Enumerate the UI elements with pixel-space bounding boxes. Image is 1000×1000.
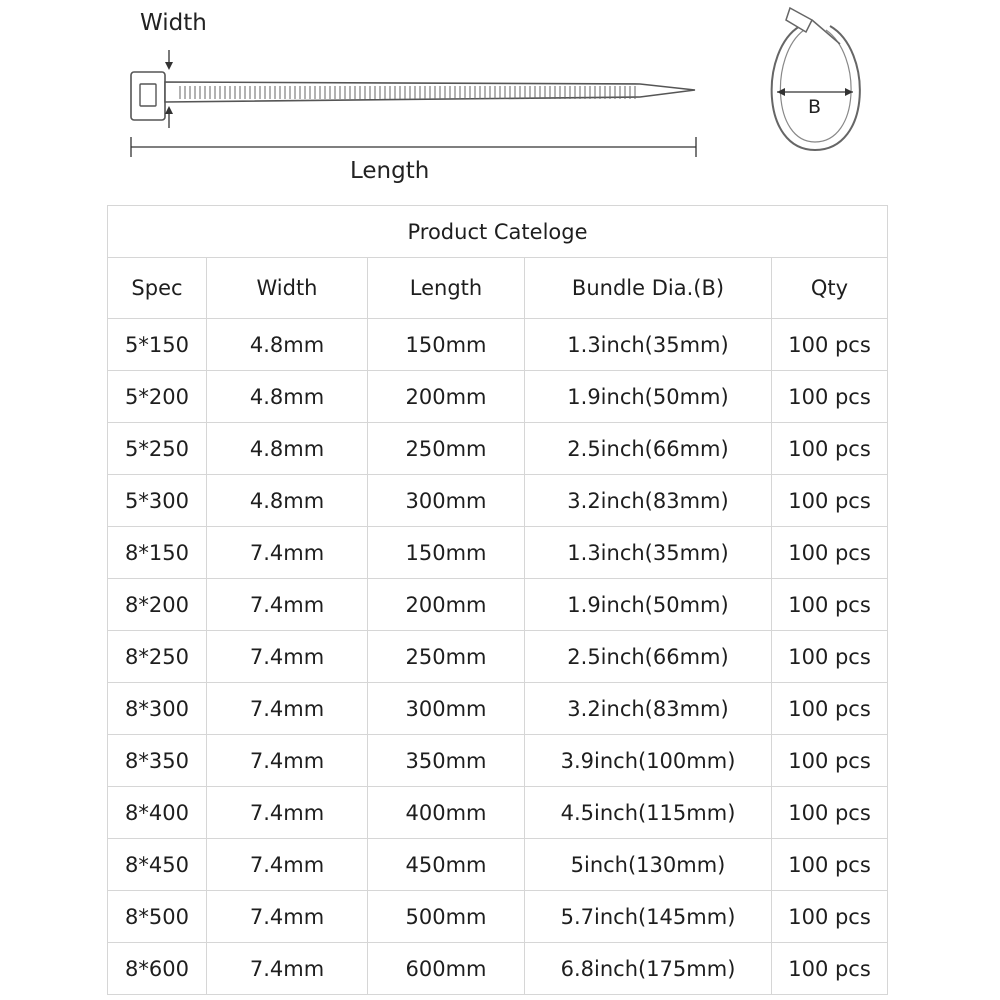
cell-spec: 8*500 — [108, 891, 207, 943]
cell-spec: 8*200 — [108, 579, 207, 631]
table-row — [108, 631, 888, 683]
table-row — [108, 839, 888, 891]
cell-width: 7.4mm — [207, 839, 368, 891]
header-bundle-dia: Bundle Dia.(B) — [525, 258, 772, 319]
table-row — [108, 475, 888, 527]
cell-qty: 100 pcs — [772, 371, 888, 423]
cell-width: 7.4mm — [207, 579, 368, 631]
table-row — [108, 423, 888, 475]
cell-spec: 5*150 — [108, 319, 207, 371]
cell-qty: 100 pcs — [772, 735, 888, 787]
table-row — [108, 371, 888, 423]
cell-spec: 8*150 — [108, 527, 207, 579]
cell-length: 250mm — [368, 631, 525, 683]
table-row — [108, 735, 888, 787]
cell-width: 7.4mm — [207, 891, 368, 943]
cell-width: 7.4mm — [207, 735, 368, 787]
cell-width: 7.4mm — [207, 631, 368, 683]
length-label: Length — [350, 158, 430, 184]
cell-length: 300mm — [368, 683, 525, 735]
table-row — [108, 527, 888, 579]
cell-bundle-dia: 4.5inch(115mm) — [525, 787, 772, 839]
cell-qty: 100 pcs — [772, 527, 888, 579]
table-row — [108, 579, 888, 631]
cell-spec: 8*250 — [108, 631, 207, 683]
cell-width: 4.8mm — [207, 475, 368, 527]
cell-qty: 100 pcs — [772, 579, 888, 631]
cell-length: 350mm — [368, 735, 525, 787]
cell-qty: 100 pcs — [772, 787, 888, 839]
cell-length: 200mm — [368, 579, 525, 631]
cell-width: 7.4mm — [207, 943, 368, 995]
cell-spec: 5*250 — [108, 423, 207, 475]
cable-tie-diagram — [0, 0, 1000, 200]
cell-qty: 100 pcs — [772, 943, 888, 995]
cell-bundle-dia: 3.2inch(83mm) — [525, 475, 772, 527]
cell-length: 400mm — [368, 787, 525, 839]
cell-bundle-dia: 3.9inch(100mm) — [525, 735, 772, 787]
cell-length: 200mm — [368, 371, 525, 423]
header-qty: Qty — [772, 258, 888, 319]
cell-bundle-dia: 5.7inch(145mm) — [525, 891, 772, 943]
table-title: Product Cateloge — [108, 206, 888, 258]
table-title-row — [108, 206, 888, 258]
tie-head-slot — [140, 84, 156, 106]
table-row — [108, 787, 888, 839]
cell-qty: 100 pcs — [772, 891, 888, 943]
bundle-diameter-label: B — [808, 96, 822, 118]
table-row — [108, 319, 888, 371]
cell-spec: 8*300 — [108, 683, 207, 735]
cell-length: 250mm — [368, 423, 525, 475]
cell-spec: 8*350 — [108, 735, 207, 787]
cell-width: 4.8mm — [207, 319, 368, 371]
cell-bundle-dia: 5inch(130mm) — [525, 839, 772, 891]
cell-qty: 100 pcs — [772, 319, 888, 371]
cell-qty: 100 pcs — [772, 423, 888, 475]
cell-bundle-dia: 1.3inch(35mm) — [525, 527, 772, 579]
cell-bundle-dia: 6.8inch(175mm) — [525, 943, 772, 995]
cell-length: 450mm — [368, 839, 525, 891]
cell-width: 7.4mm — [207, 527, 368, 579]
cell-bundle-dia: 1.9inch(50mm) — [525, 579, 772, 631]
cell-bundle-dia: 2.5inch(66mm) — [525, 423, 772, 475]
cell-length: 500mm — [368, 891, 525, 943]
cell-bundle-dia: 2.5inch(66mm) — [525, 631, 772, 683]
header-width: Width — [207, 258, 368, 319]
product-catalog-table — [107, 205, 888, 995]
cell-qty: 100 pcs — [772, 631, 888, 683]
cell-spec: 8*400 — [108, 787, 207, 839]
cell-qty: 100 pcs — [772, 475, 888, 527]
cell-width: 7.4mm — [207, 683, 368, 735]
cell-length: 600mm — [368, 943, 525, 995]
width-label: Width — [140, 10, 207, 36]
bundle-loop-drawing — [772, 8, 860, 150]
cell-width: 7.4mm — [207, 787, 368, 839]
cell-spec: 5*300 — [108, 475, 207, 527]
cell-qty: 100 pcs — [772, 683, 888, 735]
cell-width: 4.8mm — [207, 423, 368, 475]
cell-bundle-dia: 1.9inch(50mm) — [525, 371, 772, 423]
cell-length: 150mm — [368, 319, 525, 371]
cell-spec: 8*450 — [108, 839, 207, 891]
table-row — [108, 683, 888, 735]
table-row — [108, 891, 888, 943]
header-spec: Spec — [108, 258, 207, 319]
cell-spec: 5*200 — [108, 371, 207, 423]
cell-spec: 8*600 — [108, 943, 207, 995]
cell-length: 150mm — [368, 527, 525, 579]
cell-width: 4.8mm — [207, 371, 368, 423]
cell-length: 300mm — [368, 475, 525, 527]
table-header-row — [108, 258, 888, 319]
cell-bundle-dia: 3.2inch(83mm) — [525, 683, 772, 735]
header-length: Length — [368, 258, 525, 319]
cell-qty: 100 pcs — [772, 839, 888, 891]
table-row — [108, 943, 888, 995]
cell-bundle-dia: 1.3inch(35mm) — [525, 319, 772, 371]
